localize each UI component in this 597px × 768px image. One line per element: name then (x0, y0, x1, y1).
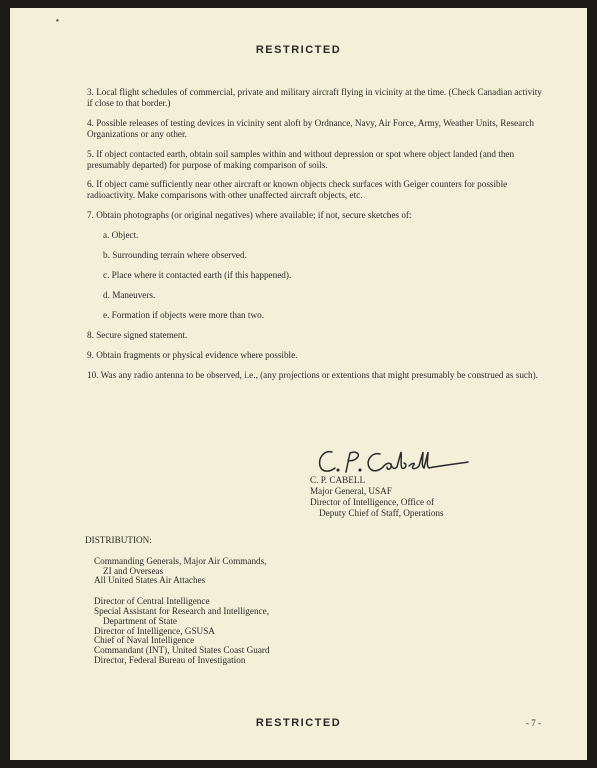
document-page (10, 8, 587, 760)
list-item: 5. If object contacted earth, obtain soil samples within and without depression or spot where object landed (and then presumably departed) for purpose of making comparison of soils. (87, 148, 515, 170)
sub-list-item: b. Surrounding terrain where observed. (103, 249, 247, 260)
corner-mark: • (56, 16, 59, 25)
distribution-entry: Chief of Naval Intelligence (94, 635, 195, 646)
distribution-entry: Department of State (103, 615, 177, 626)
distribution-entry: Director of Central Intelligence (94, 596, 210, 607)
list-item: 10. Was any radio antenna to be observed, i.e., (any projections or extentions that might presumably be construed as such). (87, 369, 538, 380)
signer-title: Major General, USAF (310, 486, 392, 496)
page-number: - 7 - (526, 718, 541, 728)
list-item: 8. Secure signed statement. (87, 329, 188, 340)
document-body (87, 87, 547, 389)
handwritten-signature (316, 444, 476, 478)
list-item: 9. Obtain fragments or physical evidence where possible. (87, 349, 298, 360)
distribution-entry: Commanding Generals, Major Air Commands, (94, 555, 267, 566)
distribution-list (85, 536, 270, 666)
distribution-entry: ZI and Overseas (103, 565, 164, 576)
signer-name: C. P. CABELL (310, 475, 366, 485)
distribution-entry: Special Assistant for Research and Intelligence, (94, 605, 270, 616)
sub-list-item: d. Maneuvers. (103, 289, 156, 300)
list-item: 4. Possible releases of testing devices in vicinity sent aloft by Ordnance, Navy, Air Force, Army, Weather Units, Research Organizations or any other. (87, 117, 534, 139)
signer-office: Deputy Chief of Staff, Operations (319, 508, 444, 518)
distribution-heading: DISTRIBUTION: (85, 535, 152, 545)
sub-list-item: a. Object. (103, 229, 139, 240)
list-item: 6. If object came sufficiently near other aircraft or known objects check surfaces with Geiger counters for possible radioactivity. Make comparisons with other unaffected aircraft objects, etc. (87, 179, 508, 201)
distribution-entry: Commandant (INT), United States Coast Guard (94, 645, 270, 656)
classification-footer: RESTRICTED (255, 717, 342, 729)
signer-office: Director of Intelligence, Office of (310, 497, 435, 507)
list-item: 3. Local flight schedules of commercial, private and military aircraft flying in vicinity at the time. (Check Canadian activity if close to that border.) (87, 87, 542, 108)
sub-list-item: c. Place where it contacted earth (if this happened). (103, 269, 292, 280)
classification-header: RESTRICTED (255, 44, 342, 56)
distribution-entry: All United States Air Attaches (94, 575, 206, 586)
list-item: 7. Obtain photographs (or original negatives) where available; if not, secure sketches of: (87, 210, 412, 221)
signature-block (310, 475, 444, 519)
distribution-entry: Director, Federal Bureau of Investigation (94, 654, 246, 665)
sub-list-item: e. Formation if objects were more than two. (103, 309, 264, 320)
distribution-entry: Director of Intelligence, GSUSA (94, 625, 215, 636)
